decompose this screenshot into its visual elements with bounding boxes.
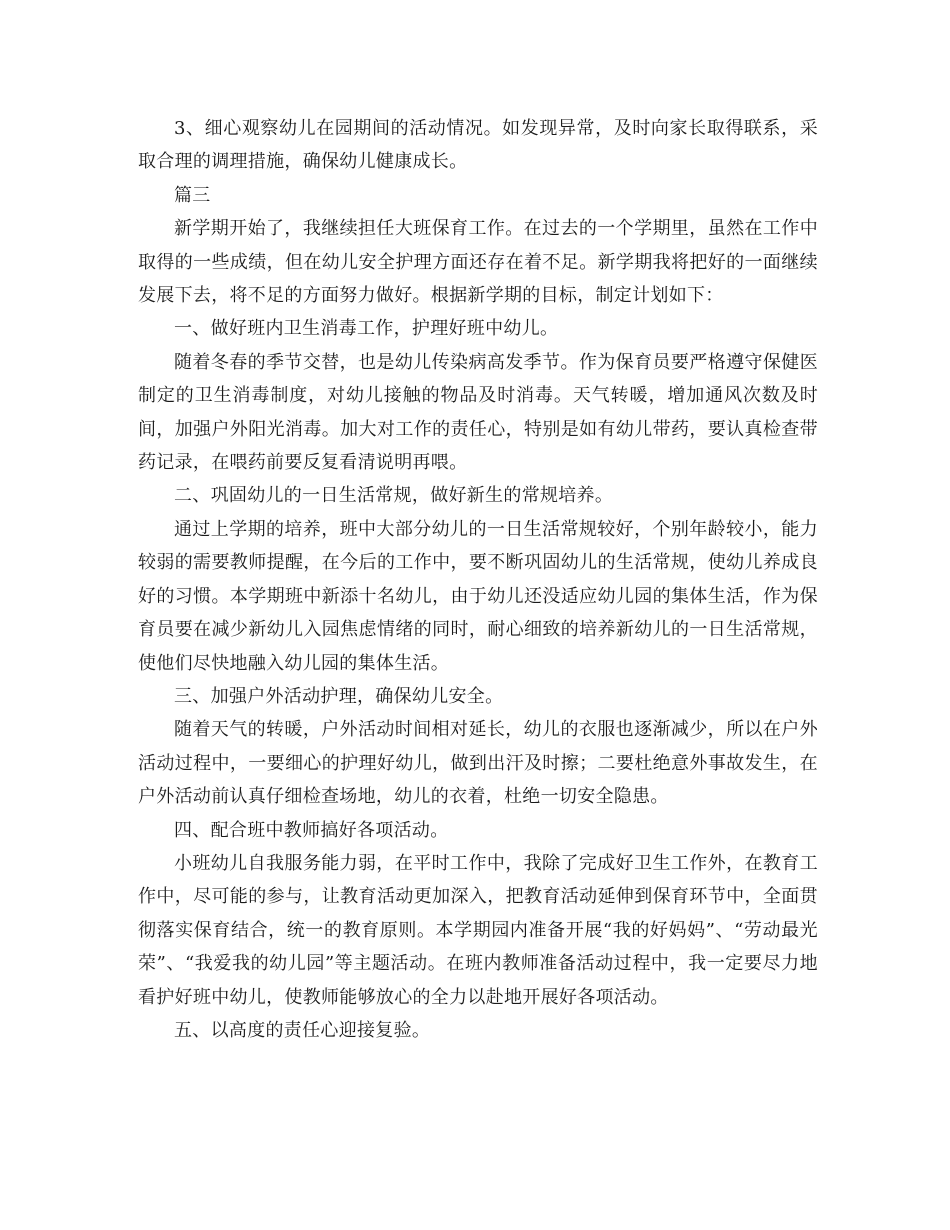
- section-heading-part-three: 篇三: [174, 184, 211, 206]
- paragraph-item-3-body: 随着天气的转暖，户外活动时间相对延长，幼儿的衣服也逐渐减少，所以在户外活动过程中，一要细心的护理好幼儿，做到出汗及时擦；二要杜绝意外事故发生，在户外活动前认真仔细检查场地，幼儿的衣着，杜绝一切安全隐患。: [138, 719, 818, 808]
- paragraph-item-2-body: 通过上学期的培养，班中大部分幼儿的一日生活常规较好，个别年龄较小，能力较弱的需要教师提醒，在今后的工作中，要不断巩固幼儿的生活常规，使幼儿养成良好的习惯。本学期班中新添十名幼儿，由于幼儿还没适应幼儿园的集体生活，作为保育员要在减少新幼儿入园焦虑情绪的同时，耐心细致的培养新幼儿的一日生活常规，使他们尽快地融入幼儿园的集体生活。: [138, 518, 818, 674]
- paragraph-item-1-body: 随着冬春的季节交替，也是幼儿传染病高发季节。作为保育员要严格遵守保健医制定的卫生消毒制度，对幼儿接触的物品及时消毒。天气转暖，增加通风次数及时间，加强户外阳光消毒。加大对工作的责任心，特别是如有幼儿带药，要认真检查带药记录，在喂药前要反复看清说明再喂。: [138, 351, 818, 474]
- heading-item-3: 三、加强户外活动护理，确保幼儿安全。: [174, 685, 504, 707]
- paragraph-item-4-body: 小班幼儿自我服务能力弱，在平时工作中，我除了完成好卫生工作外，在教育工作中，尽可能的参与，让教育活动更加深入，把教育活动延伸到保育环节中，全面贯彻落实保育结合，统一的教育原则。本学期园内准备开展“我的好妈妈”、“劳动最光荣”、“我爱我的幼儿园”等主题活动。在班内教师准备活动过程中，我一定要尽力地看护好班中幼儿，使教师能够放心的全力以赴地开展好各项活动。: [138, 852, 818, 1008]
- paragraph-intro: 新学期开始了，我继续担任大班保育工作。在过去的一个学期里，虽然在工作中取得的一些成绩，但在幼儿安全护理方面还存在着不足。新学期我将把好的一面继续发展下去，将不足的方面努力做好。根据新学期的目标，制定计划如下：: [138, 218, 818, 307]
- heading-item-5: 五、以高度的责任心迎接复验。: [174, 1019, 431, 1041]
- heading-item-4: 四、配合班中教师搞好各项活动。: [174, 819, 449, 841]
- heading-item-1: 一、做好班内卫生消毒工作，护理好班中幼儿。: [174, 318, 559, 340]
- paragraph-observation-item-3: 3、细心观察幼儿在园期间的活动情况。如发现异常，及时向家长取得联系，采取合理的调理措施，确保幼儿健康成长。: [138, 118, 818, 173]
- document-page: [138, 112, 818, 1047]
- heading-item-2: 二、巩固幼儿的一日生活常规，做好新生的常规培养。: [174, 485, 614, 507]
